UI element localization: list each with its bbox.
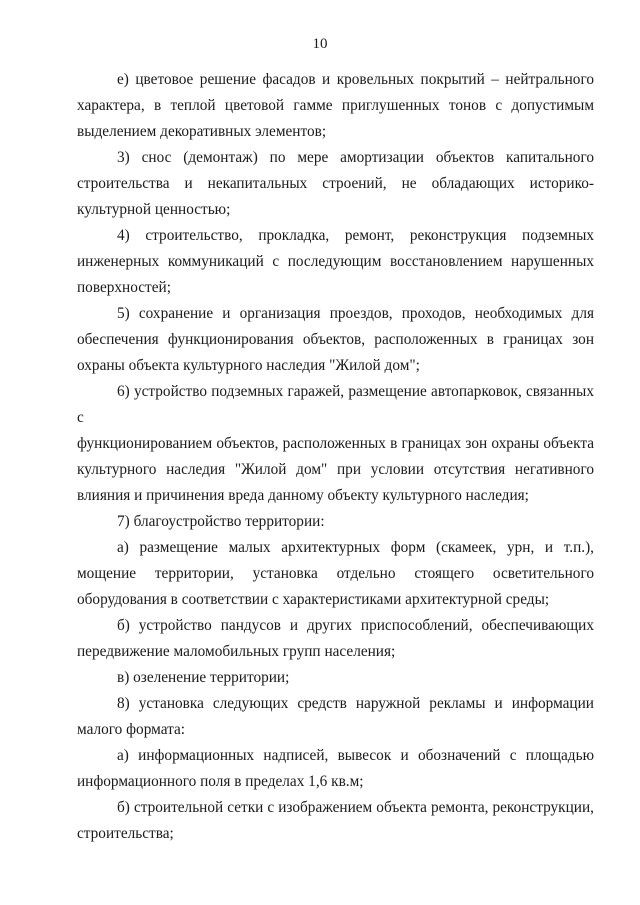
paragraph [77, 67, 594, 145]
paragraph-line: передвижение маломобильных групп населения; [77, 643, 396, 660]
paragraph-line: 3) снос (демонтаж) по мере амортизации объектов капитального [117, 149, 594, 166]
paragraph-line: культурного наследия "Жилой дом" при условии отсутствия негативного [77, 461, 594, 478]
paragraph [77, 509, 594, 535]
paragraph-line: е) цветовое решение фасадов и кровельных покрытий – нейтрального [117, 71, 594, 88]
paragraph [77, 379, 594, 509]
page-number: 10 [312, 36, 328, 52]
paragraph-line: 6) устройство подземных гаражей, размещение автопарковок, связанных с [77, 383, 594, 426]
paragraph-line: поверхностей; [77, 279, 171, 296]
paragraph-line: обеспечения функционирования объектов, расположенных в границах зон [77, 331, 594, 348]
paragraph [77, 145, 594, 223]
paragraph-line: характера, в теплой цветовой гамме приглушенных тонов с допустимым [77, 97, 594, 114]
paragraph-line: строительства; [77, 825, 174, 842]
paragraph-line: информационного поля в пределах 1,6 кв.м; [77, 773, 364, 790]
paragraph-line: влияния и причинения вреда данному объекту культурного наследия; [77, 487, 529, 504]
paragraph [77, 223, 594, 301]
paragraph [77, 795, 594, 847]
paragraph-line: охраны объекта культурного наследия "Жилой дом"; [77, 357, 420, 374]
paragraph-line: оборудования в соответствии с характеристиками архитектурной среды; [77, 591, 550, 608]
paragraph-line: б) устройство пандусов и других приспособлений, обеспечивающих [117, 617, 594, 634]
paragraph [77, 665, 594, 691]
paragraph [77, 613, 594, 665]
paragraph-line: б) строительной сетки с изображением объекта ремонта, реконструкции, [117, 799, 594, 816]
paragraph-line: в) озеленение территории; [117, 669, 290, 686]
paragraph [77, 535, 594, 613]
paragraph-line: функционированием объектов, расположенных в границах зон охраны объекта [77, 435, 594, 452]
paragraph-line: инженерных коммуникаций с последующим восстановлением нарушенных [77, 253, 594, 270]
paragraph [77, 301, 594, 379]
paragraph-line: малого формата: [77, 721, 186, 738]
document-body [77, 67, 594, 847]
paragraph-line: 8) установка следующих средств наружной рекламы и информации [117, 695, 594, 712]
paragraph-line: 7) благоустройство территории: [117, 513, 325, 530]
paragraph-line: выделением декоративных элементов; [77, 123, 327, 140]
paragraph-line: 5) сохранение и организация проездов, проходов, необходимых для [117, 305, 594, 322]
paragraph-line: а) размещение малых архитектурных форм (скамеек, урн, и т.п.), [117, 539, 594, 556]
paragraph-line: мощение территории, установка отдельно стоящего осветительного [77, 565, 594, 582]
paragraph [77, 743, 594, 795]
paragraph-line: культурной ценностью; [77, 201, 231, 218]
paragraph [77, 691, 594, 743]
paragraph-line: строительства и некапитальных строений, не обладающих историко- [77, 175, 594, 192]
paragraph-line: 4) строительство, прокладка, ремонт, реконструкция подземных [117, 227, 594, 244]
paragraph-line: а) информационных надписей, вывесок и обозначений с площадью [117, 747, 594, 764]
